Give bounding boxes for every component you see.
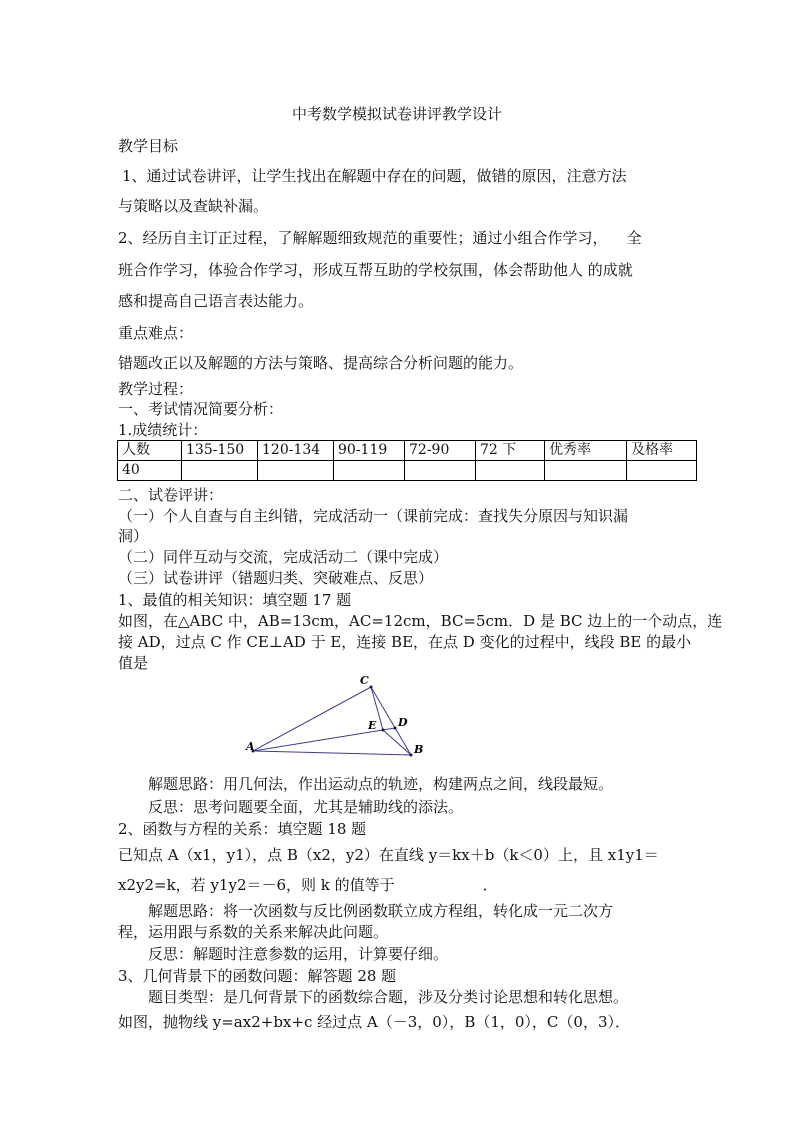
q2-reflect: 反思：解题时注意参数的运用，计算要仔细。 [148, 945, 449, 963]
header-cell: 人数 [118, 441, 182, 461]
part-3: （三）试卷讲评（错题归类、突破难点、反思） [118, 569, 434, 587]
header-cell: 135-150 [182, 441, 258, 461]
process-heading: 教学过程： [118, 380, 194, 398]
q1-idea: 解题思路：用几何法，作出运动点的轨迹，构建两点之间，线段最短。 [148, 775, 614, 793]
part-2: （二）同伴互动与交流，完成活动二（课中完成） [118, 548, 449, 566]
table-cell: 40 [118, 461, 182, 481]
label-D: D [398, 716, 408, 729]
score-stats-table [117, 440, 697, 481]
objective-2-line-3: 感和提高自己语言表达能力。 [118, 292, 314, 310]
header-cell: 优秀率 [545, 441, 627, 461]
table-cell [334, 461, 405, 481]
triangle-figure [238, 672, 428, 764]
key-points-heading: 重点难点： [118, 324, 194, 342]
document-title: 中考数学模拟试卷讲评教学设计 [291, 105, 502, 123]
q2-text-2-end: ． [482, 876, 498, 894]
objective-2-line-1: 2、经历自主订正过程，了解解题细致规范的重要性；通过小组合作学习， 全 [118, 229, 642, 247]
q1-heading: 1、最值的相关知识：填空题 17 题 [118, 591, 352, 609]
q3-text: 如图，抛物线 y=ax2+bx+c 经过点 A（－3，0），B（1，0），C（0，3）． [118, 1013, 630, 1031]
q2-text-2-main: x2y2=k，若 y1y2＝－6，则 k 的值等于 [118, 876, 395, 894]
table-cell [258, 461, 334, 481]
table-cell [476, 461, 545, 481]
q2-idea-2: 程，运用跟与系数的关系来解决此问题。 [118, 923, 389, 941]
q2-text-2 [118, 875, 498, 895]
label-A: A [246, 740, 255, 753]
q2-text-1: 已知点 A（x1，y1），点 B（x2，y2）在直线 y＝kx＋b（k＜0）上，且 x1y1＝ [118, 846, 659, 864]
q2-heading: 2、函数与方程的关系：填空题 18 题 [118, 820, 367, 838]
section-2-heading: 二、试卷评讲： [118, 486, 224, 504]
table-cell [627, 461, 697, 481]
q1-text-2: 接 AD，过点 C 作 CE⊥AD 于 E，连接 BE，在点 D 变化的过程中，线段 BE 的最小 [118, 633, 692, 651]
key-points-text: 错题改正以及解题的方法与策略、提高综合分析问题的能力。 [118, 354, 524, 372]
part-1-line-2: 洞） [118, 527, 149, 545]
stats-label: 1.成绩统计： [118, 421, 208, 439]
header-cell: 120-134 [258, 441, 334, 461]
q1-text-3: 值是 [118, 654, 149, 672]
header-cell: 72 下 [476, 441, 545, 461]
part-1-line-1: （一）个人自查与自主纠错，完成活动一（课前完成：查找失分原因与知识漏 [118, 507, 629, 525]
label-E: E [368, 719, 377, 732]
header-cell: 72-90 [405, 441, 476, 461]
header-cell: 90-119 [334, 441, 405, 461]
table-cell [545, 461, 627, 481]
q3-type: 题目类型：是几何背景下的函数综合题，涉及分类讨论思想和转化思想。 [148, 988, 629, 1006]
objective-1-line-1: 1、通过试卷讲评，让学生找出在解题中存在的问题，做错的原因，注意方法 [122, 167, 627, 185]
section-1-heading: 一、考试情况简要分析： [118, 400, 284, 418]
objective-1-line-2: 与策略以及查缺补漏。 [118, 197, 269, 215]
header-cell: 及格率 [627, 441, 697, 461]
q1-reflect: 反思：思考问题要全面，尤其是辅助线的添法。 [148, 798, 464, 816]
table-row [118, 461, 697, 481]
q2-idea-1: 解题思路：将一次函数与反比例函数联立成方程组，转化成一元二次方 [148, 902, 614, 920]
table-cell [405, 461, 476, 481]
label-B: B [414, 743, 424, 756]
table-header-row [118, 441, 697, 461]
q1-text-1: 如图，在△ABC 中，AB=13cm，AC=12cm，BC=5cm．D 是 BC 边上的一个动点，连 [118, 612, 723, 630]
objective-2-line-2: 班合作学习，体验合作学习，形成互帮互助的学校氛围，体会帮助他人 的成就 [118, 261, 633, 279]
table-cell [182, 461, 258, 481]
objectives-heading: 教学目标 [118, 137, 179, 155]
q3-heading: 3、几何背景下的函数问题：解答题 28 题 [118, 967, 397, 985]
label-C: C [360, 674, 369, 687]
